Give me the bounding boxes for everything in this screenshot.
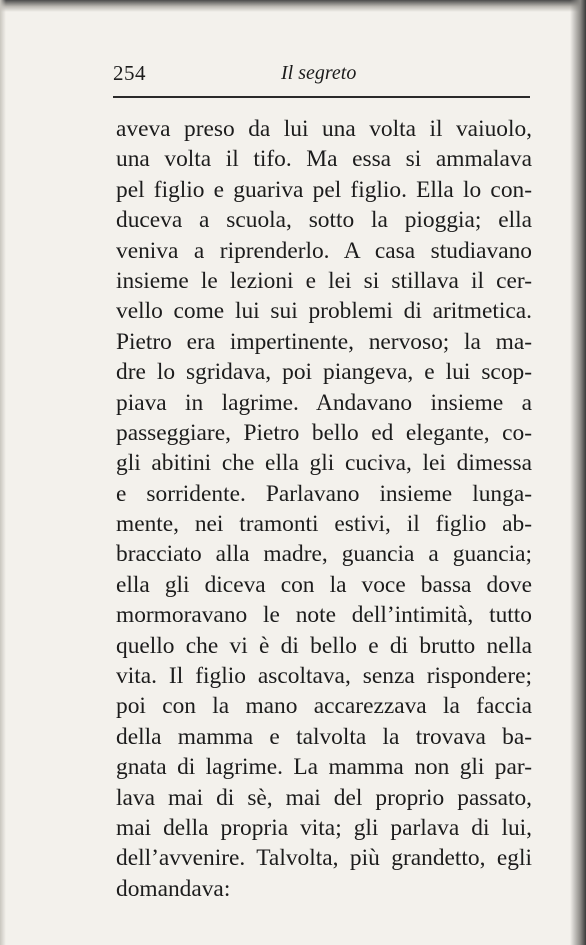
text-line: una volta il tifo. Ma essa si ammalava — [116, 146, 532, 173]
text-line: mente, nei tramonti estivi, il figlio ab- — [116, 511, 532, 538]
text-line: gli abitini che ella gli cuciva, lei dimessa — [116, 450, 532, 477]
text-line: dre lo sgridava, poi piangeva, e lui scop- — [116, 359, 532, 386]
text-line: poi con la mano accarezzava la faccia — [116, 693, 532, 720]
text-line: Pietro era impertinente, nervoso; la ma- — [116, 328, 532, 355]
text-line: dell’avvenire. Talvolta, più grandetto, egli — [116, 845, 532, 872]
text-line: quello che vi è di bello e di brutto nella — [116, 632, 532, 659]
running-title: Il segreto — [281, 62, 357, 84]
body-text — [116, 114, 532, 904]
text-line: ella gli diceva con la voce bassa dove — [116, 571, 532, 598]
text-line: mai della propria vita; gli parlava di lui, — [116, 814, 532, 841]
page-shadow-top — [0, 0, 586, 12]
text-line: lava mai di sè, mai del proprio passato, — [116, 784, 532, 811]
text-line: mormoravano le note dell’intimità, tutto — [116, 602, 532, 629]
text-line: aveva preso da lui una volta il vaiuolo, — [116, 116, 532, 142]
text-line: vita. Il figlio ascoltava, senza rispondere; — [116, 663, 532, 690]
text-line: bracciato alla madre, guancia a guancia; — [116, 541, 532, 568]
page-shadow-right — [570, 0, 586, 945]
text-line: pel figlio e guariva pel figlio. Ella lo con- — [116, 176, 532, 203]
page-shadow-left — [0, 0, 6, 945]
text-line: domandava: — [116, 875, 231, 902]
text-line: piava in lagrime. Andavano insieme a — [116, 389, 532, 416]
text-line: della mamma e talvolta la trovava ba- — [116, 723, 532, 750]
header-rule — [113, 96, 530, 98]
text-line: e sorridente. Parlavano insieme lunga- — [116, 480, 532, 507]
page-header — [113, 58, 529, 92]
text-line: insieme le lezioni e lei si stillava il cer- — [116, 267, 532, 294]
page-number: 254 — [113, 61, 146, 85]
text-line: veniva a riprenderlo. A casa studiavano — [116, 237, 532, 264]
text-line: duceva a scuola, sotto la pioggia; ella — [116, 207, 532, 234]
text-line: gnata di lagrime. La mamma non gli par- — [116, 754, 532, 781]
text-line: passeggiare, Pietro bello ed elegante, co- — [116, 419, 532, 446]
text-line: vello come lui sui problemi di aritmetica. — [116, 298, 532, 325]
